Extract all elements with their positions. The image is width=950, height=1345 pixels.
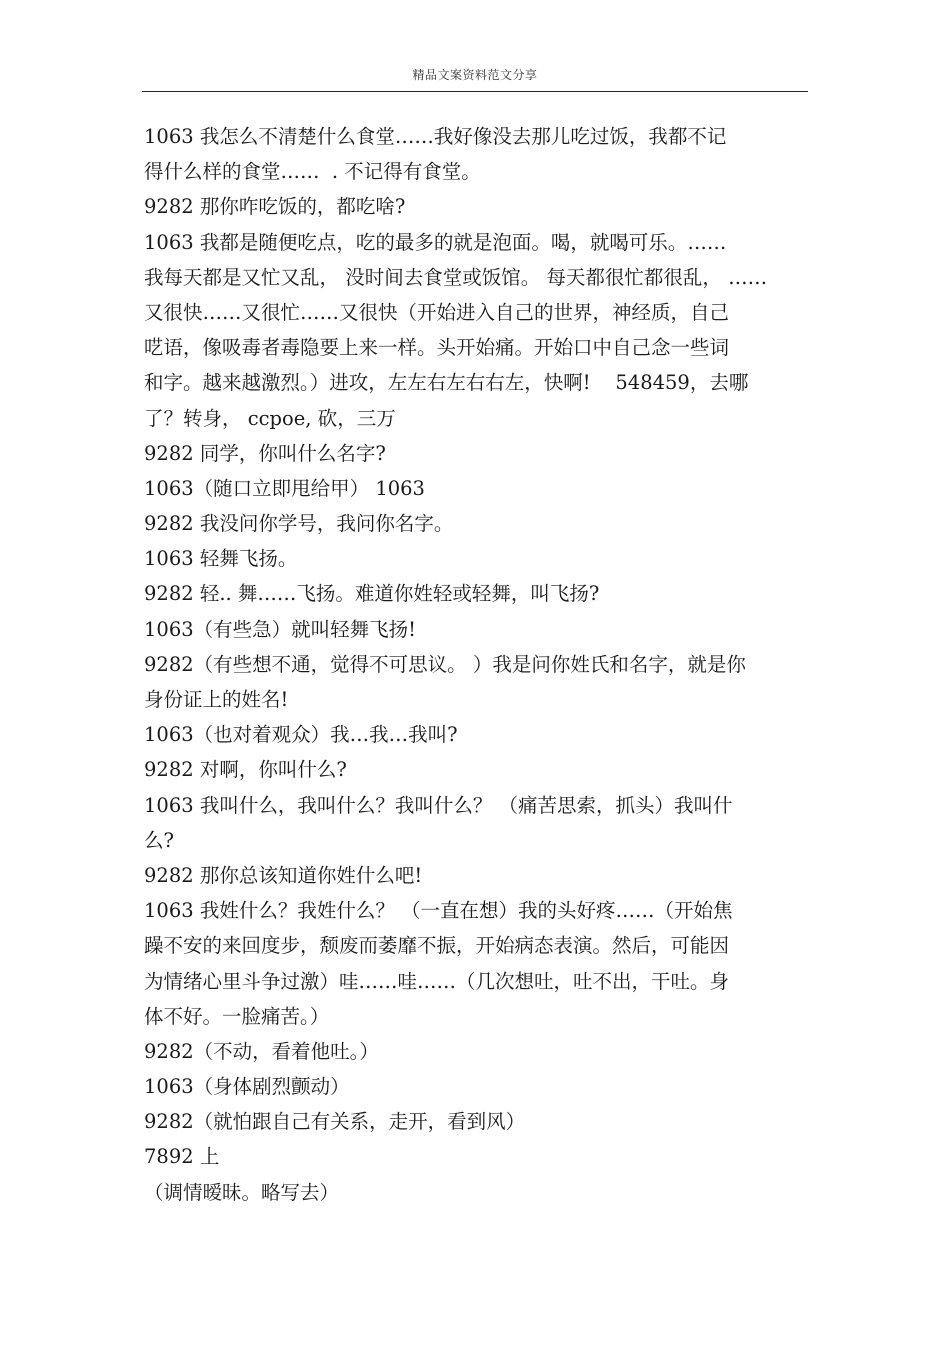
text-line: 1063 我姓什么？我姓什么？ （一直在想）我的头好疼……（开始焦 [144,899,733,923]
text-line: 1063（有些急）就叫轻舞飞扬! [144,617,416,641]
text-line: 么? [144,828,174,852]
text-line: （调情暧昧。略写去） [144,1180,340,1204]
text-line: 9282 那你咋吃饭的，都吃啥? [144,195,406,219]
text-line: 9282 那你总该知道你姓什么吧! [144,863,423,887]
text-line: 9282（有些想不通，觉得不可思议。 ）我是问你姓氏和名字，就是你 [144,652,746,676]
text-line: 9282（不动，看着他吐。） [144,1039,379,1063]
text-line: 为情绪心里斗争过激）哇……哇……（几次想吐，吐不出，干吐。身 [144,969,730,993]
text-line: 了？转身， ccpoe, 砍，三万 [144,406,396,430]
text-line: 9282（就怕跟自己有关系，走开，看到风） [144,1110,526,1134]
header-divider [142,91,808,92]
text-line: 9282 对啊，你叫什么? [144,758,347,782]
text-line: 和字。越来越激烈。）进攻，左左右左右右左，快啊! 548459，去哪 [144,371,749,395]
text-line: 我每天都是又忙又乱， 没时间去食堂或饭馆。 每天都很忙都很乱， …… [144,265,768,289]
text-line: 1063 我都是随便吃点，吃的最多的就是泡面。喝，就喝可乐。…… [144,230,727,254]
page-header-title: 精品文案资料范文分享 [412,68,538,82]
text-line: 1063（身体剧烈颤动） [144,1075,350,1099]
text-line: 7892 上 [144,1145,220,1169]
text-line: 9282 我没问你学号，我问你名字。 [144,512,454,536]
text-line: 9282 轻.. 舞……飞扬。难道你姓轻或轻舞，叫飞扬? [144,582,600,606]
text-line: 1063（随口立即甩给甲） 1063 [144,476,425,500]
text-line: 得什么样的食堂…… . 不记得有食堂。 [144,160,481,184]
text-line: 体不好。一脸痛苦。） [144,1004,330,1028]
document-body [144,119,812,1210]
text-line: 躁不安的来回度步，颓废而萎靡不振，开始病态表演。然后，可能因 [144,934,730,958]
text-line: 1063（也对着观众）我…我…我叫? [144,723,458,747]
text-line: 1063 我怎么不清楚什么食堂……我好像没去那儿吃过饭，我都不记 [144,125,727,148]
text-line: 又很快……又很忙……又很快（开始进入自己的世界，神经质，自己 [144,300,730,324]
text-line: 身份证上的姓名! [144,688,289,711]
text-line: 9282 同学，你叫什么名字? [144,441,386,465]
text-line: 呓语，像吸毒者毒隐要上来一样。头开始痛。开始口中自己念一些词 [144,336,730,360]
text-line: 1063 我叫什么，我叫什么？我叫什么？ （痛苦思索，抓头）我叫什 [144,793,733,817]
text-line: 1063 轻舞飞扬。 [144,547,298,571]
